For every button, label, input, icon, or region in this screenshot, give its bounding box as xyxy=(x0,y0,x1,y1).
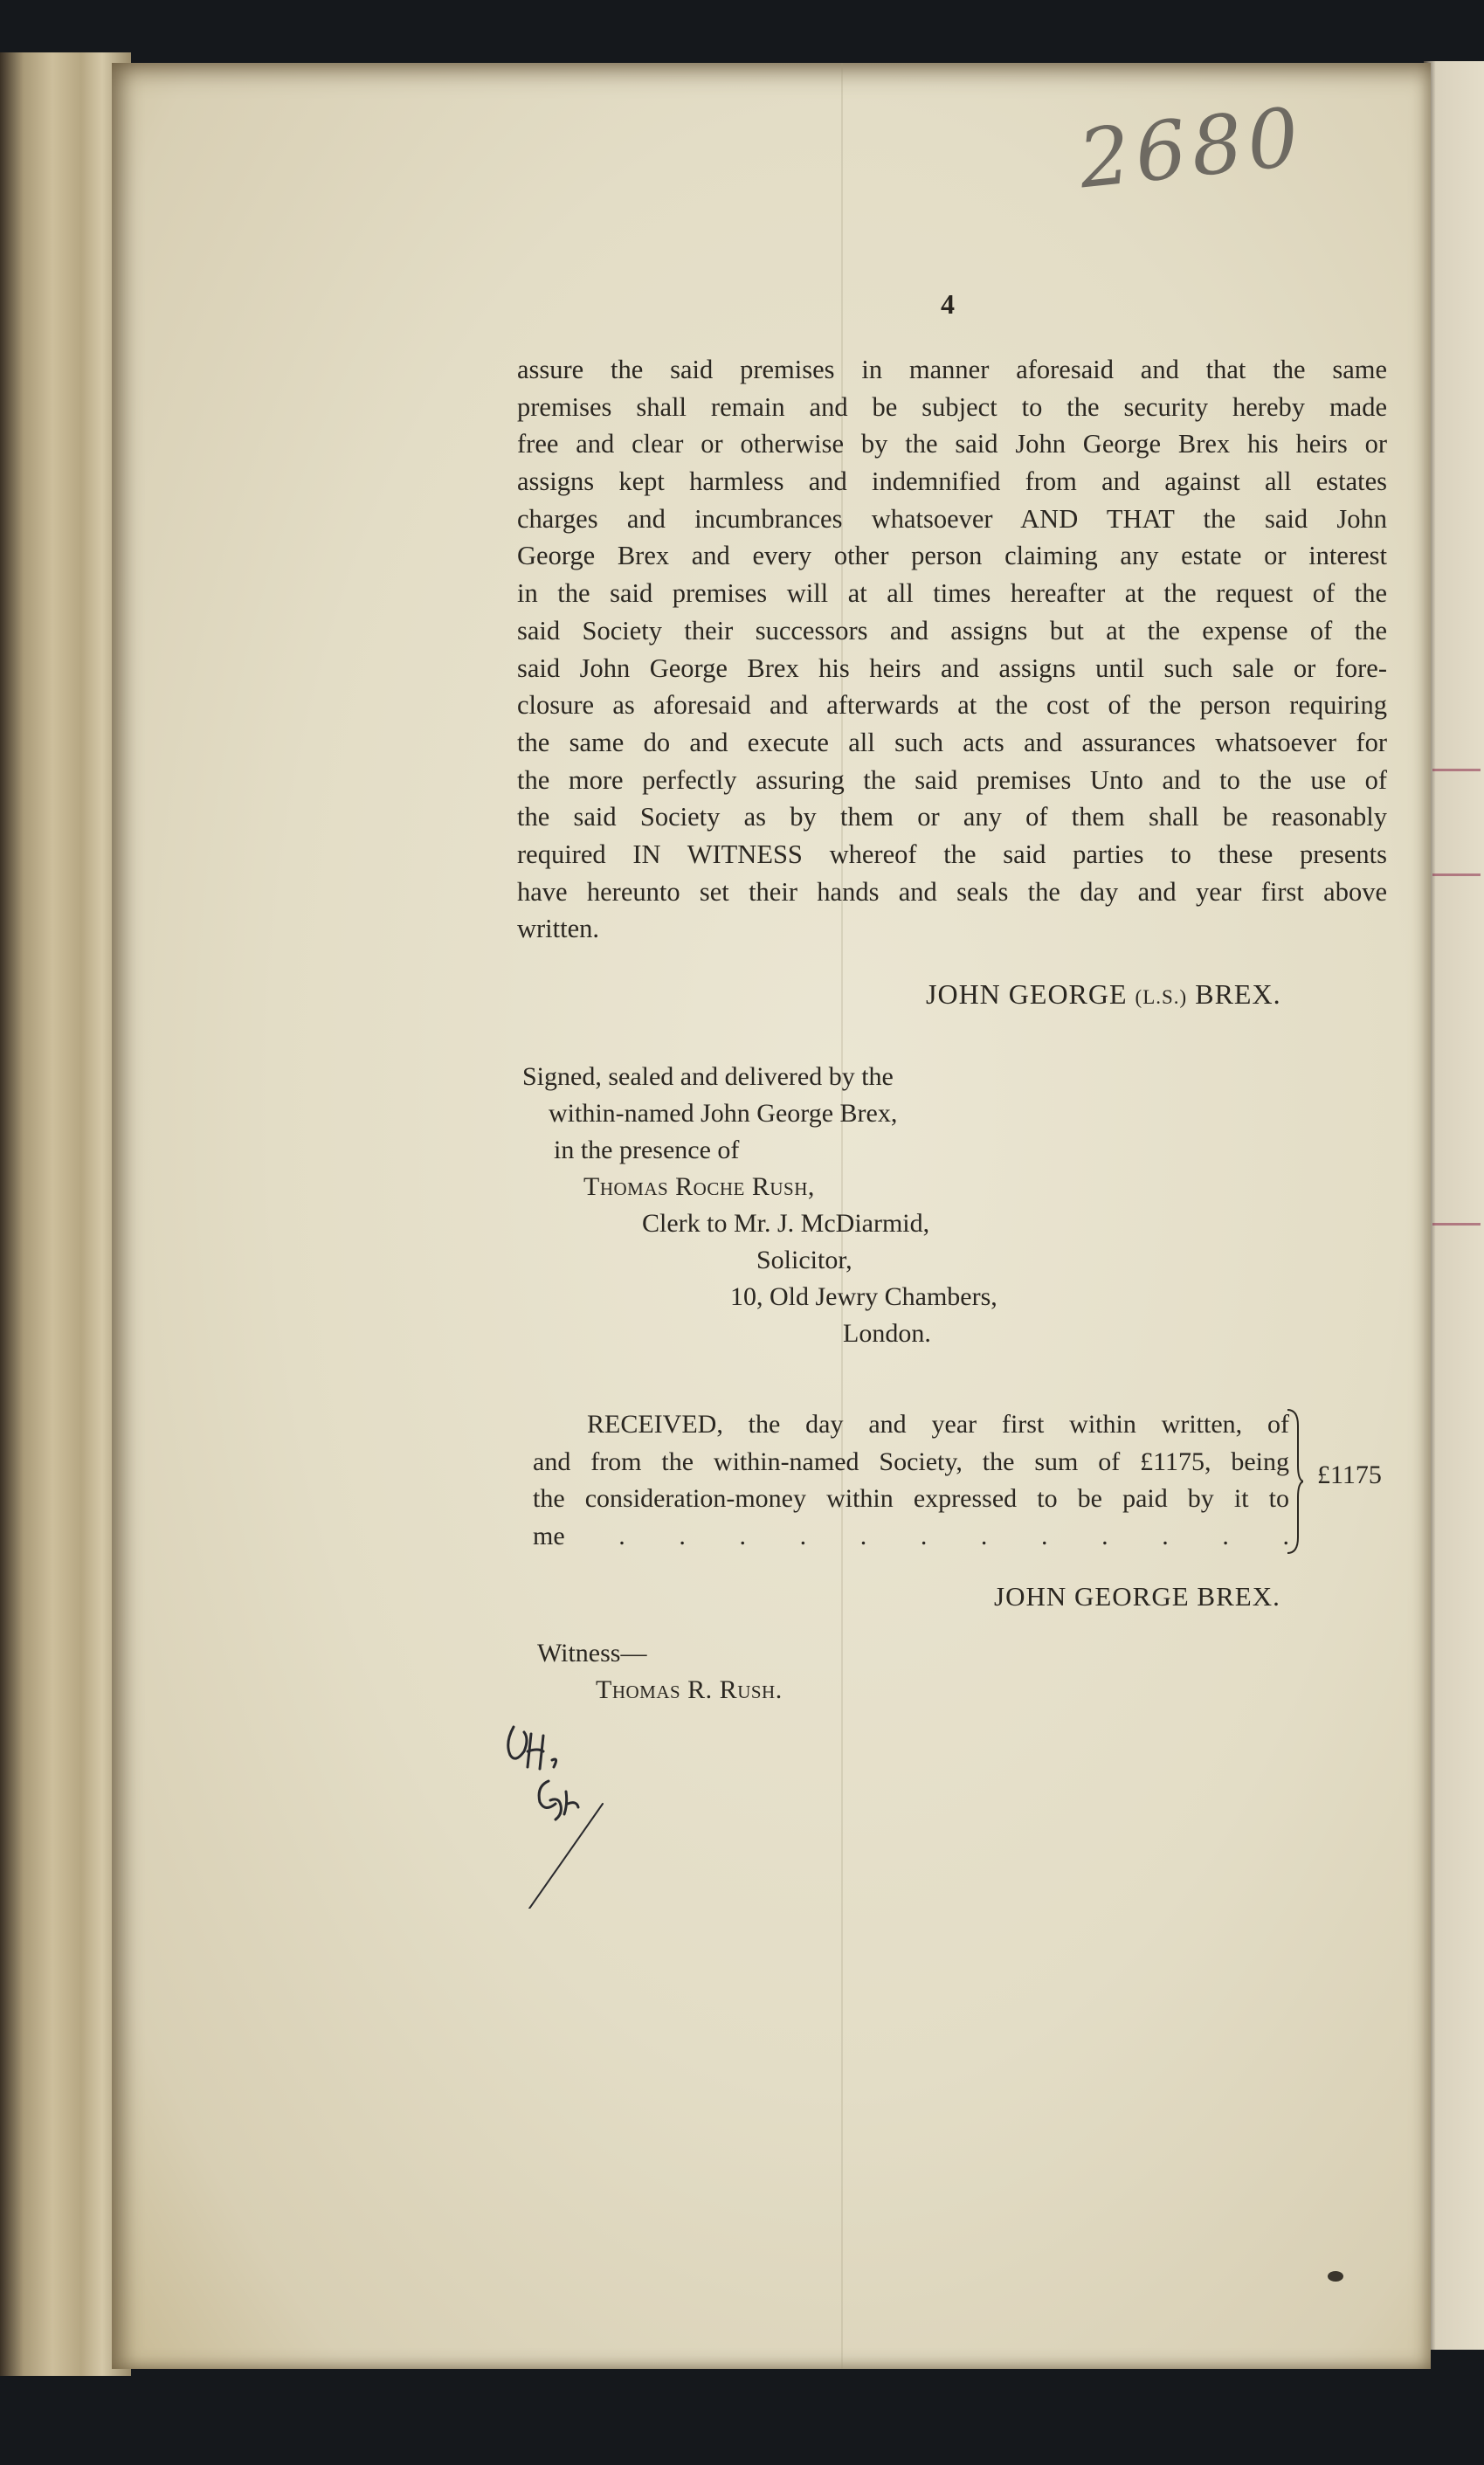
curly-brace xyxy=(1286,1408,1303,1555)
body-line: said John George Brex his heirs and assigns until such sale or fore- xyxy=(517,652,1387,683)
receipt-line: RECEIVED, the day and year first within written, of xyxy=(587,1410,1289,1439)
body-line: charges and incumbrances whatsoever AND THAT the said John xyxy=(517,503,1387,534)
body-line: closure as aforesaid and afterwards at the cost of the person requiring xyxy=(517,690,1387,721)
body-line: the said Society as by them or any of them shall be reasonably xyxy=(517,802,1387,832)
body-line: free and clear or otherwise by the said John George Brex his heirs or xyxy=(517,429,1387,459)
seal-mark: (L.S.) xyxy=(1135,986,1188,1008)
body-line: George Brex and every other person claiming any estate or interest xyxy=(517,541,1387,571)
body-line: the same do and execute all such acts and assurances whatsoever for xyxy=(517,727,1387,757)
page-number: 4 xyxy=(941,288,955,320)
attestation-line: Signed, sealed and delivered by the xyxy=(522,1062,894,1091)
pencil-annotation: 2680 xyxy=(1074,90,1308,207)
body-line: written. xyxy=(517,914,600,944)
witness-clerk-line: Clerk to Mr. J. McDiarmid, xyxy=(642,1209,930,1238)
receipt-line: the consideration-money within expressed to be paid by it to xyxy=(533,1484,1289,1513)
solicitor-line: Solicitor, xyxy=(756,1246,852,1274)
body-line: said Society their successors and assigns but at the expense of the xyxy=(517,615,1387,646)
signature-first-name: JOHN GEORGE xyxy=(926,978,1128,1010)
body-line: in the said premises will at all times hereafter at the request of the xyxy=(517,578,1387,609)
attestation-line: within-named John George Brex, xyxy=(549,1099,898,1128)
body-line: assure the said premises in manner aforesaid and that the same xyxy=(517,355,1387,384)
ink-blot xyxy=(1328,2271,1343,2282)
signature-last-name: BREX. xyxy=(1195,978,1281,1010)
handwritten-initials xyxy=(498,1716,638,1909)
underlying-ink-mark xyxy=(1432,873,1481,876)
deed-body-text xyxy=(517,351,1387,948)
body-line: assigns kept harmless and indemnified from and against all estates xyxy=(517,466,1387,497)
underlying-page-edge xyxy=(1424,61,1484,2350)
body-line: the more perfectly assuring the said premises Unto and to the use of xyxy=(517,764,1387,795)
receipt-amount: £1175 xyxy=(1317,1460,1382,1489)
receipt-line: me . . . . . . . . . . . . xyxy=(533,1521,1289,1550)
body-line: have hereunto set their hands and seals the day and year first above xyxy=(517,876,1387,907)
receipt-signature: JOHN GEORGE BREX. xyxy=(994,1581,1280,1612)
witness-name: Thomas R. Rush. xyxy=(596,1675,783,1704)
grantor-signature xyxy=(926,978,1281,1011)
witness-full-name: Thomas Roche Rush, xyxy=(583,1172,815,1201)
underlying-ink-mark xyxy=(1432,769,1481,771)
underlying-ink-mark xyxy=(1432,1223,1481,1226)
witness-label: Witness— xyxy=(537,1639,647,1668)
address-line: 10, Old Jewry Chambers, xyxy=(730,1282,997,1311)
attestation-line: in the presence of xyxy=(554,1136,740,1164)
body-line: premises shall remain and be subject to the security hereby made xyxy=(517,391,1387,422)
body-line: required IN WITNESS whereof the said parties to these presents xyxy=(517,839,1387,869)
receipt-clause xyxy=(533,1406,1289,1555)
city-line: London. xyxy=(843,1319,931,1348)
receipt-line: and from the within-named Society, the sum of £1175, being xyxy=(533,1447,1289,1476)
